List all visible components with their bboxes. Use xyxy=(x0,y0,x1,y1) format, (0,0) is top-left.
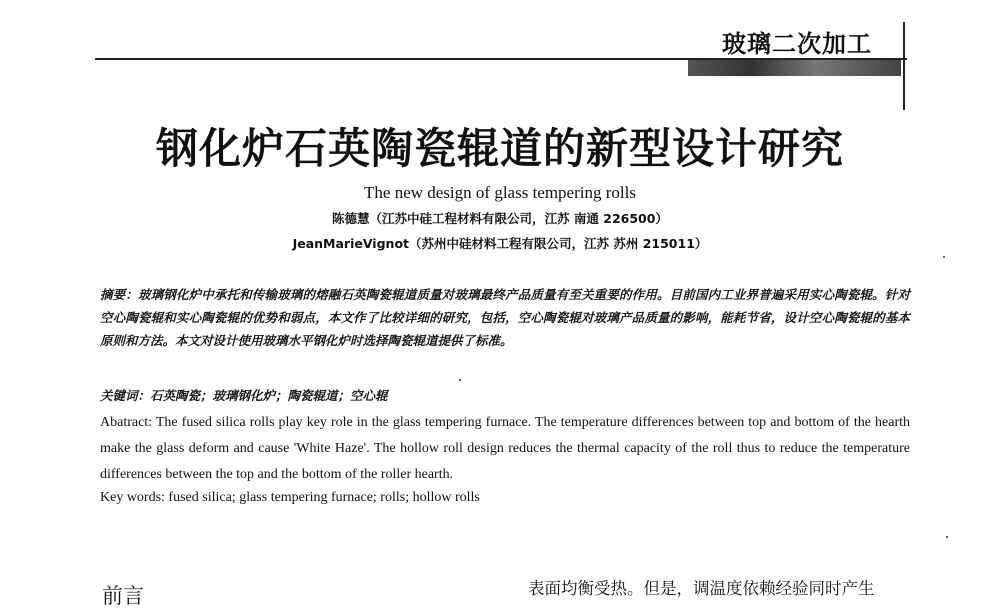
author-line-1: 陈德慧（江苏中硅工程材料有限公司，江苏 南通 226500） xyxy=(332,211,668,226)
keywords-cn: 关键词：石英陶瓷；玻璃钢化炉；陶瓷辊道；空心辊 xyxy=(100,388,388,403)
section-heading: 前言 xyxy=(102,584,144,608)
scan-speck xyxy=(943,256,945,258)
abstract-en: Abatract: The fused silica rolls play key role in the glass tempering furnace. The temperature differences between top and bottom of the hearth make the glass deform and cause 'White Haze'. The hollow roll design reduces the thermal capacity of the roll thus to reduce the temperature differences between the top and the bottom of the roller hearth. xyxy=(100,415,910,482)
scan-speck xyxy=(946,536,948,538)
abstract-cn: 摘要：玻璃钢化炉中承托和传输玻璃的熔融石英陶瓷辊道质量对玻璃最终产品质量有至关重要的作用。目前国内工业界普遍采用实心陶瓷辊。针对空心陶瓷辊和实心陶瓷辊的优势和弱点，本文作了比较详细的研究，包括，空心陶瓷辊对玻璃产品质量的影响，能耗节省，设计空心陶瓷辊的基本原则和方法。本文对设计使用玻璃水平钢化炉时选择陶瓷辊道提供了标准。 xyxy=(100,287,910,348)
body-text-column-2: 表面均衡受热。但是，调温度依赖经验同时产生 xyxy=(528,579,875,598)
scan-speck xyxy=(459,379,461,381)
section-tag: 玻璃二次加工 xyxy=(722,30,872,58)
header-shade-bar xyxy=(688,60,901,76)
paper-title-cn: 钢化炉石英陶瓷辊道的新型设计研究 xyxy=(155,124,844,173)
author-line-2: JeanMarieVignot（苏州中硅材料工程有限公司，江苏 苏州 215011） xyxy=(292,236,708,251)
header-vertical-rule xyxy=(903,22,905,110)
keywords-en: Key words: fused silica; glass tempering furnace; rolls; hollow rolls xyxy=(100,490,480,505)
paper-title-en: The new design of glass tempering rolls xyxy=(364,183,636,202)
